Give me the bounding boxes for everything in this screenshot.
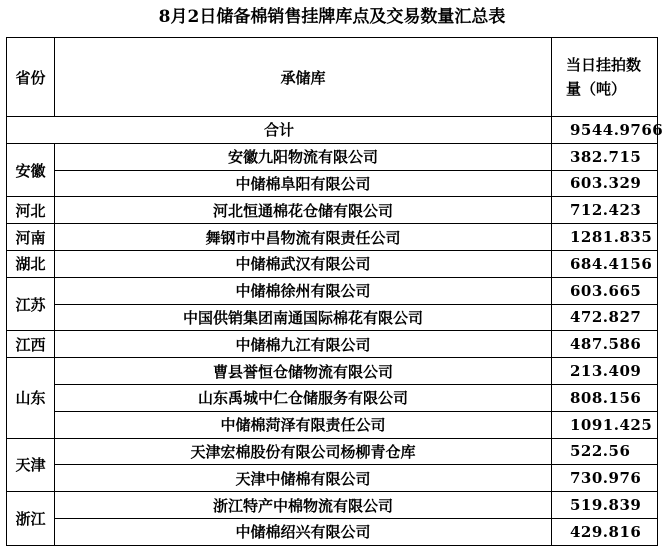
warehouse-cell: 河北恒通棉花仓储有限公司: [55, 197, 552, 224]
table-row: [7, 170, 658, 197]
quantity-cell: 1091.425: [552, 411, 658, 438]
quantity-cell: 487.586: [552, 331, 658, 358]
table-row: [7, 143, 658, 170]
table-row: [7, 358, 658, 385]
province-cell: 河南: [7, 224, 55, 251]
header-quantity: 当日挂拍数量（吨）: [552, 38, 658, 117]
warehouse-cell: 舞钢市中昌物流有限责任公司: [55, 224, 552, 251]
total-label: 合计: [7, 117, 552, 144]
page-title: 8月2日储备棉销售挂牌库点及交易数量汇总表: [158, 7, 506, 27]
cotton-sales-table: [6, 37, 664, 546]
table-row: [7, 277, 658, 304]
table-row: [7, 331, 658, 358]
table-row: [7, 304, 658, 331]
warehouse-cell: 安徽九阳物流有限公司: [55, 143, 552, 170]
province-cell: 安徽: [7, 143, 55, 197]
province-cell: 天津: [7, 438, 55, 492]
table-row: [7, 465, 658, 492]
quantity-cell: 519.839: [552, 492, 658, 519]
table-row: [7, 438, 658, 465]
table-row: [7, 224, 658, 251]
quantity-cell: 1281.835: [552, 224, 658, 251]
province-cell: 浙江: [7, 492, 55, 546]
quantity-cell: 808.156: [552, 384, 658, 411]
quantity-cell: 382.715: [552, 143, 658, 170]
quantity-cell: 472.827: [552, 304, 658, 331]
warehouse-cell: 中储棉九江有限公司: [55, 331, 552, 358]
quantity-cell: 429.816: [552, 518, 658, 545]
province-cell: 江西: [7, 331, 55, 358]
warehouse-cell: 天津宏棉股份有限公司杨柳青仓库: [55, 438, 552, 465]
quantity-cell: 730.976: [552, 465, 658, 492]
quantity-cell: 684.4156: [552, 250, 658, 277]
warehouse-cell: 中储棉菏泽有限责任公司: [55, 411, 552, 438]
quantity-cell: 522.56: [552, 438, 658, 465]
warehouse-cell: 中储棉徐州有限公司: [55, 277, 552, 304]
table-row: [7, 411, 658, 438]
warehouse-cell: 中储棉武汉有限公司: [55, 250, 552, 277]
warehouse-cell: 浙江特产中棉物流有限公司: [55, 492, 552, 519]
warehouse-cell: 山东禹城中仁仓储服务有限公司: [55, 384, 552, 411]
quantity-cell: 603.665: [552, 277, 658, 304]
header-warehouse: 承储库: [55, 38, 552, 117]
table-row: [7, 197, 658, 224]
header-row: [7, 38, 658, 117]
province-cell: 河北: [7, 197, 55, 224]
warehouse-cell: 中国供销集团南通国际棉花有限公司: [55, 304, 552, 331]
province-cell: 湖北: [7, 250, 55, 277]
province-cell: 山东: [7, 358, 55, 438]
total-value: 9544.9766: [552, 117, 658, 144]
table-row: [7, 518, 658, 545]
quantity-cell: 603.329: [552, 170, 658, 197]
total-row: [7, 117, 658, 144]
warehouse-cell: 中储棉阜阳有限公司: [55, 170, 552, 197]
province-cell: 江苏: [7, 277, 55, 331]
quantity-cell: 213.409: [552, 358, 658, 385]
warehouse-cell: 中储棉绍兴有限公司: [55, 518, 552, 545]
warehouse-cell: 天津中储棉有限公司: [55, 465, 552, 492]
warehouse-cell: 曹县誉恒仓储物流有限公司: [55, 358, 552, 385]
table-row: [7, 250, 658, 277]
table-row: [7, 492, 658, 519]
quantity-cell: 712.423: [552, 197, 658, 224]
header-province: 省份: [7, 38, 55, 117]
table-row: [7, 384, 658, 411]
